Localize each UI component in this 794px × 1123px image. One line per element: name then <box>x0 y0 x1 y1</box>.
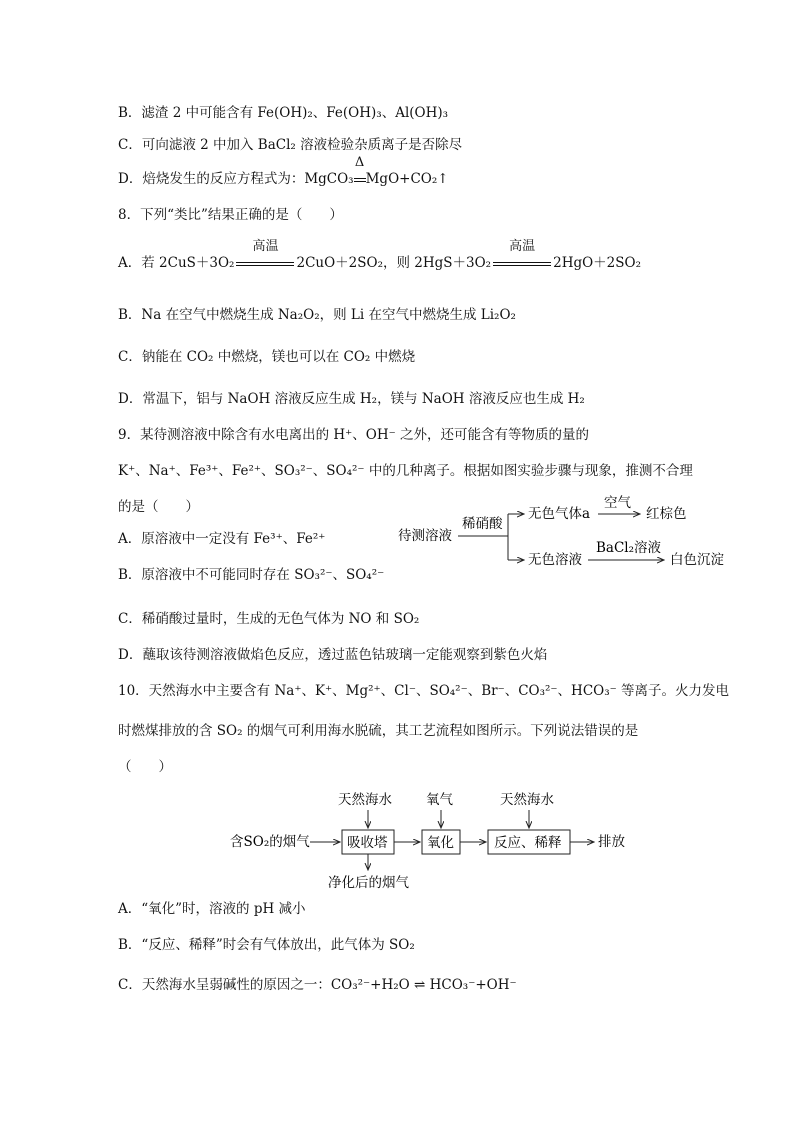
q9-option-c: C．稀硝酸过量时，生成的无色气体为 NO 和 SO₂ <box>118 611 420 627</box>
q9-option-d: D．蘸取该待测溶液做焰色反应，透过蓝色钴玻璃一定能观察到紫色火焰 <box>118 647 548 663</box>
q9-stem-line1: 9．某待测溶液中除含有水电离出的 H⁺、OH⁻ 之外，还可能含有等物质的量的 <box>118 427 590 443</box>
q8-stem: 8．下列“类比”结果正确的是（ ） <box>118 207 343 223</box>
q8-option-d: D．常温下，铝与 NaOH 溶液反应生成 H₂，镁与 NaOH 溶液反应也生成 H₂ <box>118 391 585 407</box>
react-label: 反应、稀释 <box>494 835 562 851</box>
q7-option-b: B．滤渣 2 中可能含有 Fe(OH)₂、Fe(OH)₃、Al(OH)₃ <box>118 105 449 121</box>
oxidize-label: 氧化 <box>427 835 454 851</box>
q9-air-label: 空气 <box>604 495 631 511</box>
q9-bacl2-label: BaCl₂溶液 <box>596 540 662 556</box>
q9-stem-line2: K⁺、Na⁺、Fe³⁺、Fe²⁺、SO₃²⁻、SO₄²⁻ 中的几种离子。根据如图实验步骤与现象，推测不合理 <box>118 463 693 479</box>
q8-option-b: B．Na 在空气中燃烧生成 Na₂O₂，则 Li 在空气中燃烧生成 Li₂O₂ <box>118 307 516 323</box>
clean-gas-label: 净化后的烟气 <box>328 875 409 891</box>
high-temp-condition-2: 高温 <box>493 254 551 272</box>
q10-option-c: C．天然海水呈弱碱性的原因之一：CO₃²⁻+H₂O ⇌ HCO₃⁻+OH⁻ <box>118 977 517 993</box>
seawater2-label: 天然海水 <box>500 792 554 808</box>
q9-start-label: 待测溶液 <box>398 528 452 544</box>
seawater1-label: 天然海水 <box>338 792 392 808</box>
q10-stem-line2: 时燃煤排放的含 SO₂ 的烟气可利用海水脱硫，其工艺流程如图所示。下列说法错误的是 <box>118 723 639 739</box>
flow-input-label: 含SO₂的烟气 <box>230 834 310 850</box>
q8-option-c: C．钠能在 CO₂ 中燃烧，镁也可以在 CO₂ 中燃烧 <box>118 349 416 365</box>
q9-option-b: B．原溶液中不可能同时存在 SO₃²⁻、SO₄²⁻ <box>118 567 385 583</box>
q9-option-a: A．原溶液中一定没有 Fe³⁺、Fe²⁺ <box>118 531 326 547</box>
q8-option-a <box>118 239 641 272</box>
q7-option-d <box>118 155 449 188</box>
q9-solution-label: 无色溶液 <box>528 552 582 568</box>
q7-option-c: C．可向滤液 2 中加入 BaCl₂ 溶液检验杂质离子是否除尽 <box>118 137 463 153</box>
q10-flow-diagram <box>228 786 648 896</box>
q9-gas-label: 无色气体a <box>528 506 591 522</box>
q7-option-d-text: D．焙烧发生的反应方程式为：MgCO₃ <box>118 171 354 187</box>
absorber-label: 吸收塔 <box>347 835 388 851</box>
q10-stem-line3: （ ） <box>118 759 172 775</box>
q7-option-d-products: MgO+CO₂↑ <box>365 171 449 187</box>
q10-option-a: A．“氧化”时，溶液的 pH 减小 <box>118 901 306 917</box>
q8-a-prefix: A．若 2CuS＋3O₂ <box>118 255 235 271</box>
q9-red-brown-label: 红棕色 <box>646 506 687 522</box>
q8-a-mid: 2CuO＋2SO₂，则 2HgS＋3O₂ <box>296 255 492 271</box>
q9-reagent-label: 稀硝酸 <box>462 516 503 532</box>
q9-experiment-diagram <box>396 490 736 580</box>
q9-stem-line3: 的是（ ） <box>118 499 199 515</box>
q10-stem-line1: 10．天然海水中主要含有 Na⁺、K⁺、Mg²⁺、Cl⁻、SO₄²⁻、Br⁻、CO₃²⁻、HCO₃⁻ 等离子。火力发电 <box>118 683 730 699</box>
q10-option-b: B．“反应、稀释”时会有气体放出，此气体为 SO₂ <box>118 937 415 953</box>
high-temp-condition-1: 高温 <box>236 254 294 272</box>
discharge-label: 排放 <box>598 834 625 850</box>
q8-a-end: 2HgO＋2SO₂ <box>553 255 641 271</box>
oxygen-label: 氧气 <box>426 792 453 808</box>
q9-white-ppt-label: 白色沉淀 <box>670 552 724 568</box>
heat-condition: Δ <box>354 170 366 188</box>
